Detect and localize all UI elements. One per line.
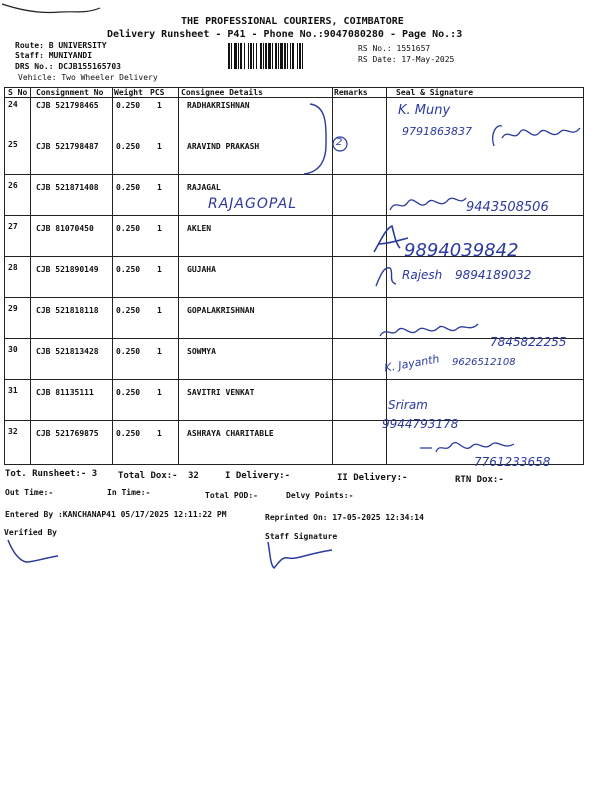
row-consignee: RADHAKRISHNAN xyxy=(187,101,250,110)
row-consignment: CJB 521890149 xyxy=(36,265,99,274)
col-header-consignee: Consignee Details xyxy=(181,88,263,97)
signature-r26-phone: 9443508506 xyxy=(466,200,549,215)
row-consignee: AKLEN xyxy=(187,224,212,233)
col-header-sno: S No xyxy=(8,88,28,97)
row-consignment: CJB 521769875 xyxy=(36,429,99,438)
row-sno: 30 xyxy=(8,345,18,354)
row-weight: 0.250 xyxy=(116,224,141,233)
total-dox-label: Total Dox:- xyxy=(118,471,178,481)
row-consignee: SAVITRI VENKAT xyxy=(187,388,255,397)
delvy-points-label: Delvy Points:- xyxy=(286,491,354,500)
row-pcs: 1 xyxy=(157,142,162,151)
row-pcs: 1 xyxy=(157,265,162,274)
rs-date-label: RS Date: 17-May-2025 xyxy=(358,55,455,64)
staff-signature-label: Staff Signature xyxy=(265,532,338,541)
signature-r24-phone: 9791863837 xyxy=(402,125,472,138)
in-time-label: In Time:- xyxy=(107,488,151,497)
row-sno: 28 xyxy=(8,263,18,272)
row-pcs: 1 xyxy=(157,429,162,438)
row-consignee: SOWMYA xyxy=(187,347,216,356)
remark-handwriting: 2 xyxy=(336,137,343,148)
row-sno: 24 xyxy=(8,100,18,109)
route-label: Route: B UNIVERSITY xyxy=(15,41,107,50)
row-pcs: 1 xyxy=(157,388,162,397)
signature-r30-phone: 9626512108 xyxy=(452,357,516,368)
row-sno: 31 xyxy=(8,386,18,395)
signature-r28-phone: 9894189032 xyxy=(455,268,532,282)
drs-label: DRS No.: DCJB155165703 xyxy=(15,62,121,71)
bracket-ink-mark xyxy=(300,100,360,180)
reprinted-on: Reprinted On: 17-05-2025 12:34:14 xyxy=(265,513,424,522)
signature-r26-scribble xyxy=(388,192,468,218)
i-delivery-label: I Delivery:- xyxy=(225,471,291,481)
col-header-weight: Weight xyxy=(114,88,143,97)
row-weight: 0.250 xyxy=(116,183,141,192)
row-consignment: CJB 521798465 xyxy=(36,101,99,110)
row-consignee: GUJAHA xyxy=(187,265,216,274)
row-pcs: 1 xyxy=(157,101,162,110)
rtn-dox-label: RTN Dox:- xyxy=(455,475,504,485)
col-header-remarks: Remarks xyxy=(334,88,368,97)
tot-runsheet: Tot. Runsheet:- 3 xyxy=(5,469,98,479)
row-weight: 0.250 xyxy=(116,306,141,315)
signature-r31-phone: 9944793178 xyxy=(382,417,459,431)
row-sno: 32 xyxy=(8,427,18,436)
out-time-label: Out Time:- xyxy=(5,488,54,497)
col-header-consignment: Consignment No xyxy=(36,88,104,97)
row-consignment: CJB 81070450 xyxy=(36,224,94,233)
verified-by-label: Verified By xyxy=(4,528,57,537)
signature-r29-phone: 7845822255 xyxy=(490,335,567,349)
row-consignment: CJB 521798487 xyxy=(36,142,99,151)
signature-r27-phone: 9894039842 xyxy=(404,240,519,261)
row-consignee: GOPALAKRISHNAN xyxy=(187,306,255,315)
signature-r24-scribble xyxy=(488,118,588,152)
row-weight: 0.250 xyxy=(116,265,141,274)
row-consignment: CJB 521813428 xyxy=(36,347,99,356)
row-sno: 26 xyxy=(8,181,18,190)
signature-r24-name: K. Muny xyxy=(398,103,451,118)
col-header-pcs: PCS xyxy=(150,88,165,97)
row-weight: 0.250 xyxy=(116,429,141,438)
row-consignee: ARAVIND PRAKASH xyxy=(187,142,260,151)
row-weight: 0.250 xyxy=(116,388,141,397)
entered-by: Entered By :KANCHANAP41 05/17/2025 12:11:22 PM xyxy=(5,510,227,519)
row-consignment: CJB 521818118 xyxy=(36,306,99,315)
row-consignment: CJB 521871408 xyxy=(36,183,99,192)
signature-r28-mark xyxy=(372,262,402,290)
row-pcs: 1 xyxy=(157,306,162,315)
row-consignment: CJB 81135111 xyxy=(36,388,94,397)
row-consignee: ASHRAYA CHARITABLE xyxy=(187,429,274,438)
signature-r31-name: Sriram xyxy=(388,398,428,412)
signature-r30-name: K. Jayanth xyxy=(383,352,441,375)
rs-no-label: RS No.: 1551657 xyxy=(358,44,431,53)
signature-r28-name: Rajesh xyxy=(402,268,443,282)
row-pcs: 1 xyxy=(157,183,162,192)
row-sno: 25 xyxy=(8,140,18,149)
row-weight: 0.250 xyxy=(116,142,141,151)
verified-by-signature xyxy=(2,536,62,570)
row-weight: 0.250 xyxy=(116,347,141,356)
row-consignee: RAJAGAL xyxy=(187,183,221,192)
staff-signature-mark xyxy=(262,538,342,572)
handwriting-r26-name: RAJAGOPAL xyxy=(208,196,298,212)
col-header-seal-signature: Seal & Signature xyxy=(396,88,474,97)
corner-scribble xyxy=(0,0,110,22)
vehicle-label: Vehicle: Two Wheeler Delivery xyxy=(18,73,158,82)
signature-r29-scribble xyxy=(378,318,488,344)
total-dox-value: 32 xyxy=(188,471,199,481)
row-pcs: 1 xyxy=(157,224,162,233)
barcode xyxy=(228,43,354,69)
row-pcs: 1 xyxy=(157,347,162,356)
signature-r32-phone: 7761233658 xyxy=(474,455,551,469)
runsheet-title: Delivery Runsheet - P41 - Phone No.:9047080280 - Page No.:3 xyxy=(107,29,463,40)
staff-label: Staff: MUNIYANDI xyxy=(15,51,93,60)
row-sno: 27 xyxy=(8,222,18,231)
company-title: THE PROFESSIONAL COURIERS, COIMBATORE xyxy=(181,16,404,27)
total-pod-label: Total POD:- xyxy=(205,491,258,500)
ii-delivery-label: II Delivery:- xyxy=(337,473,408,483)
row-sno: 29 xyxy=(8,304,18,313)
row-weight: 0.250 xyxy=(116,101,141,110)
